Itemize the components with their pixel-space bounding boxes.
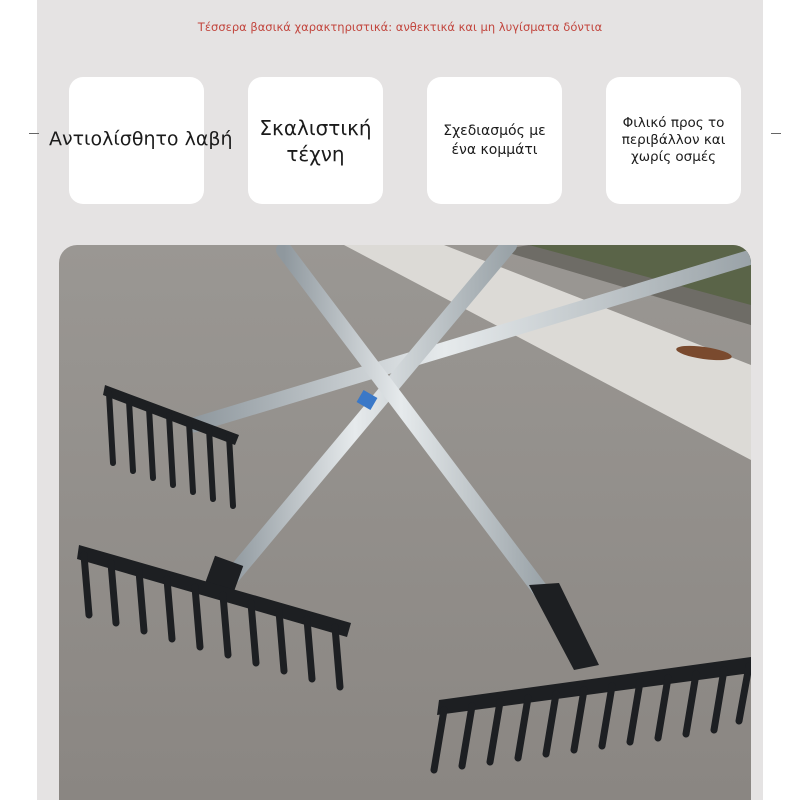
feature-label: Σκαλιστική τέχνη bbox=[259, 115, 372, 166]
right-edge-marker bbox=[771, 133, 781, 134]
product-photo bbox=[59, 245, 751, 800]
feature-label: Φιλικό προς το περιβάλλον και χωρίς οσμές bbox=[621, 115, 726, 165]
left-edge-marker bbox=[29, 133, 39, 134]
feature-card-one-piece-design bbox=[427, 77, 562, 204]
feature-label: Αντιολίσθητο λαβή bbox=[49, 128, 233, 150]
feature-card-anti-slip-handle bbox=[49, 77, 233, 204]
feature-card-eco-friendly bbox=[606, 77, 741, 204]
feature-card-carving-craft bbox=[248, 77, 383, 204]
rakes-illustration bbox=[59, 245, 751, 800]
feature-label: Σχεδιασμός με ένα κομμάτι bbox=[443, 122, 546, 158]
feature-headline: Τέσσερα βασικά χαρακτηριστικά: ανθεκτικά και μη λυγίσματα δόντια bbox=[197, 20, 603, 34]
